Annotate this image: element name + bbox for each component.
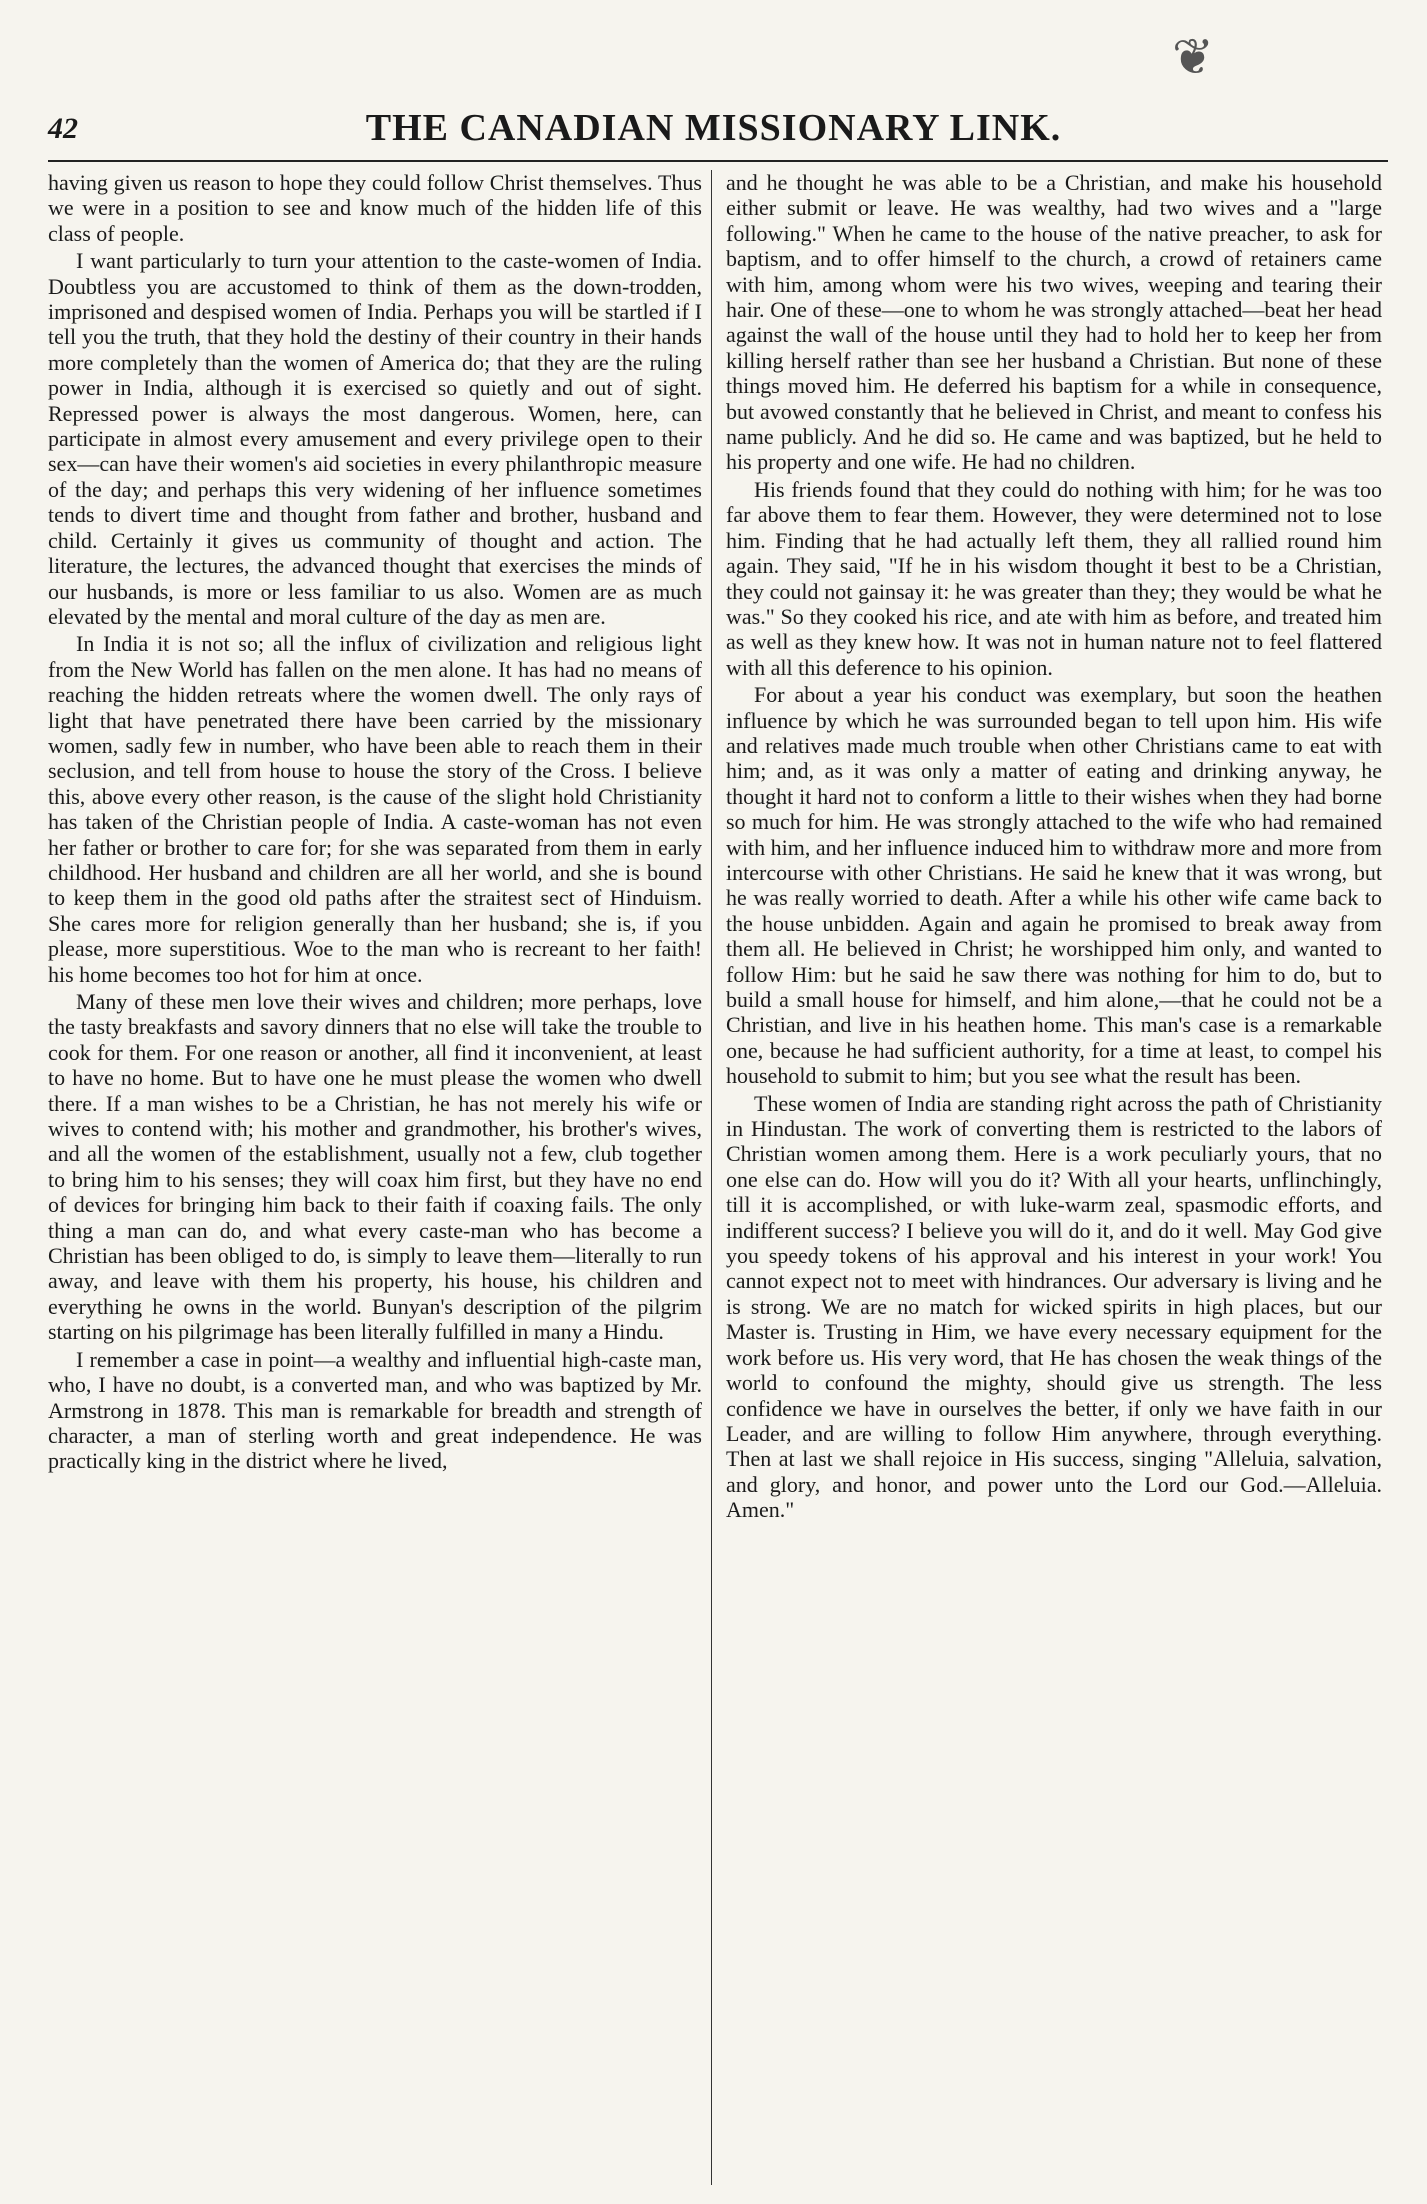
left-column <box>48 170 702 1476</box>
paragraph: Many of these men love their wives and children; more perhaps, love the tasty breakfasts and savory dinners that no else will take the trouble to cook for them. For one reason or another, all find it inconvenient, at least to have no home. But to have one he must please the women who dwell there. If a man wishes to be a Christian, he has not merely his wife or wives to contend with; his mother and grandmother, his brother's wives, and all the women of the establishment, usually not a few, club together to bring him to his senses; they will coax him first, but they have no end of devices for bringing him back to their faith if coaxing fails. The only thing a man can do, and what every caste-man who has become a Christian has been obliged to do, is simply to leave them—literally to run away, and leave with them his property, his house, his children and everything he owns in the world. Bunyan's description of the pilgrim starting on his pilgrimage has been literally fulfilled in many a Hindu. <box>48 989 702 1345</box>
column-divider <box>711 170 712 2185</box>
paragraph: These women of India are standing right across the path of Christianity in Hindustan. The work of converting them is restricted to the labors of Christian women among them. Here is a work peculiarly yours, that no one else can do. How will you do it? With all your hearts, unflinchingly, till it is accomplished, or with luke-warm zeal, spasmodic efforts, and indifferent success? I believe you will do it, and do it well. May God give you speedy tokens of his approval and his interest in your work! You cannot expect not to meet with hindrances. Our adversary is living and he is strong. We are no match for wicked spirits in high places, but our Master is. Trusting in Him, we have every necessary equipment for the work before us. His very word, that He has chosen the weak things of the world to confound the mighty, should give us strength. The less confidence we have in ourselves the better, if only we have faith in our Leader, and are willing to follow Him anywhere, through everything. Then at last we shall rejoice in His success, singing "Alleluia, salvation, and glory, and honor, and power unto the Lord our God.—Alleluia. Amen." <box>726 1090 1382 1523</box>
header-rule <box>48 160 1388 162</box>
masthead-title: THE CANADIAN MISSIONARY LINK. <box>365 107 1062 149</box>
page-number: 42 <box>48 112 78 145</box>
paragraph: having given us reason to hope they could follow Christ themselves. Thus we were in a position to see and know much of the hidden life of this class of people. <box>48 170 702 246</box>
paragraph: For about a year his conduct was exemplary, but soon the heathen influence by which he was surrounded began to tell upon him. His wife and relatives made much trouble when other Christians came to eat with him; and, as it was only a matter of eating and drinking anyway, he thought it hard not to conform a little to their wishes when they had borne so much for him. He was strongly attached to the wife who had remained with him, and her influence induced him to withdraw more and more from intercourse with other Christians. He said he knew that it was wrong, but he was really worried to death. After a while his other wife came back to the house unbidden. Again and again he promised to break away from them all. He believed in Christ; he worshipped him only, and wanted to follow Him: but he said he saw there was nothing for him to do, but to build a small house for himself, and him alone,—that he could not be a Christian, and live in his heathen home. This man's case is a remarkable one, because he had sufficient authority, for a time at least, to compel his household to submit to him; but you see what the result has been. <box>726 682 1382 1089</box>
paragraph: His friends found that they could do nothing with him; for he was too far above them to fear them. However, they were determined not to lose him. Finding that he had actually left them, they all rallied round him again. They said, "If he in his wisdom thought it best to be a Christian, they could not gainsay it: he was greater than they; they would be what he was." So they cooked his rice, and ate with him as before, and treated him as well as they knew how. It was not in human nature not to feel flattered with all this deference to his opinion. <box>726 476 1382 680</box>
paragraph: In India it is not so; all the influx of civilization and religious light from the New World has fallen on the men alone. It has had no means of reaching the hidden retreats where the women dwell. The only rays of light that have penetrated there have been carried by the missionary women, sadly few in number, who have been able to reach them in their seclusion, and tell from house to house the story of the Cross. I believe this, above every other reason, is the cause of the slight hold Christianity has taken of the Christian people of India. A caste-woman has not even her father or brother to care for; for she was separated from them in early childhood. Her husband and children are all her world, and she is bound to keep them in the good old paths after the straitest sect of Hinduism. She cares more for religion generally than her husband; she is, if you please, more superstitious. Woe to the man who is recreant to her faith! his home becomes too hot for him at once. <box>48 631 702 987</box>
paragraph: I remember a case in point—a wealthy and influential high-caste man, who, I have no doubt, is a converted man, and who was baptized by Mr. Armstrong in 1878. This man is remarkable for breadth and strength of character, a man of sterling worth and great independence. He was practically king in the district where he lived, <box>48 1346 702 1474</box>
right-column <box>726 170 1382 1525</box>
ornament-icon: ❦ <box>1172 29 1214 85</box>
paragraph: I want particularly to turn your attention to the caste-women of India. Doubtless you are accustomed to think of them as the down-trodden, imprisoned and despised women of India. Perhaps you will be startled if I tell you the truth, that they hold the destiny of their country in their hands more completely than the women of America do; that they are the ruling power in India, although it is exercised so quietly and out of sight. Repressed power is always the most dangerous. Women, here, can participate in almost every amusement and every privilege open to their sex—can have their women's aid societies in every philanthropic measure of the day; and perhaps this very widening of her influence sometimes tends to divert time and thought from father and brother, husband and child. Certainly it gives us community of thought and action. The literature, the lectures, the advanced thought that exercises the minds of our husbands, is more or less familiar to us also. Women are as much elevated by the mental and moral culture of the day as men are. <box>48 248 702 629</box>
paragraph: and he thought he was able to be a Christian, and make his household either submit or leave. He was wealthy, had two wives and a "large following." When he came to the house of the native preacher, to ask for baptism, and to offer himself to the church, a crowd of retainers came with him, among whom were his two wives, weeping and tearing their hair. One of these—one to whom he was strongly attached—beat her head against the wall of the house until they had to hold her to keep her from killing herself rather than see her husband a Christian. But none of these things moved him. He deferred his baptism for a while in consequence, but avowed constantly that he believed in Christ, and meant to confess his name publicly. And he did so. He came and was baptized, but he held to his property and one wife. He had no children. <box>726 170 1382 475</box>
